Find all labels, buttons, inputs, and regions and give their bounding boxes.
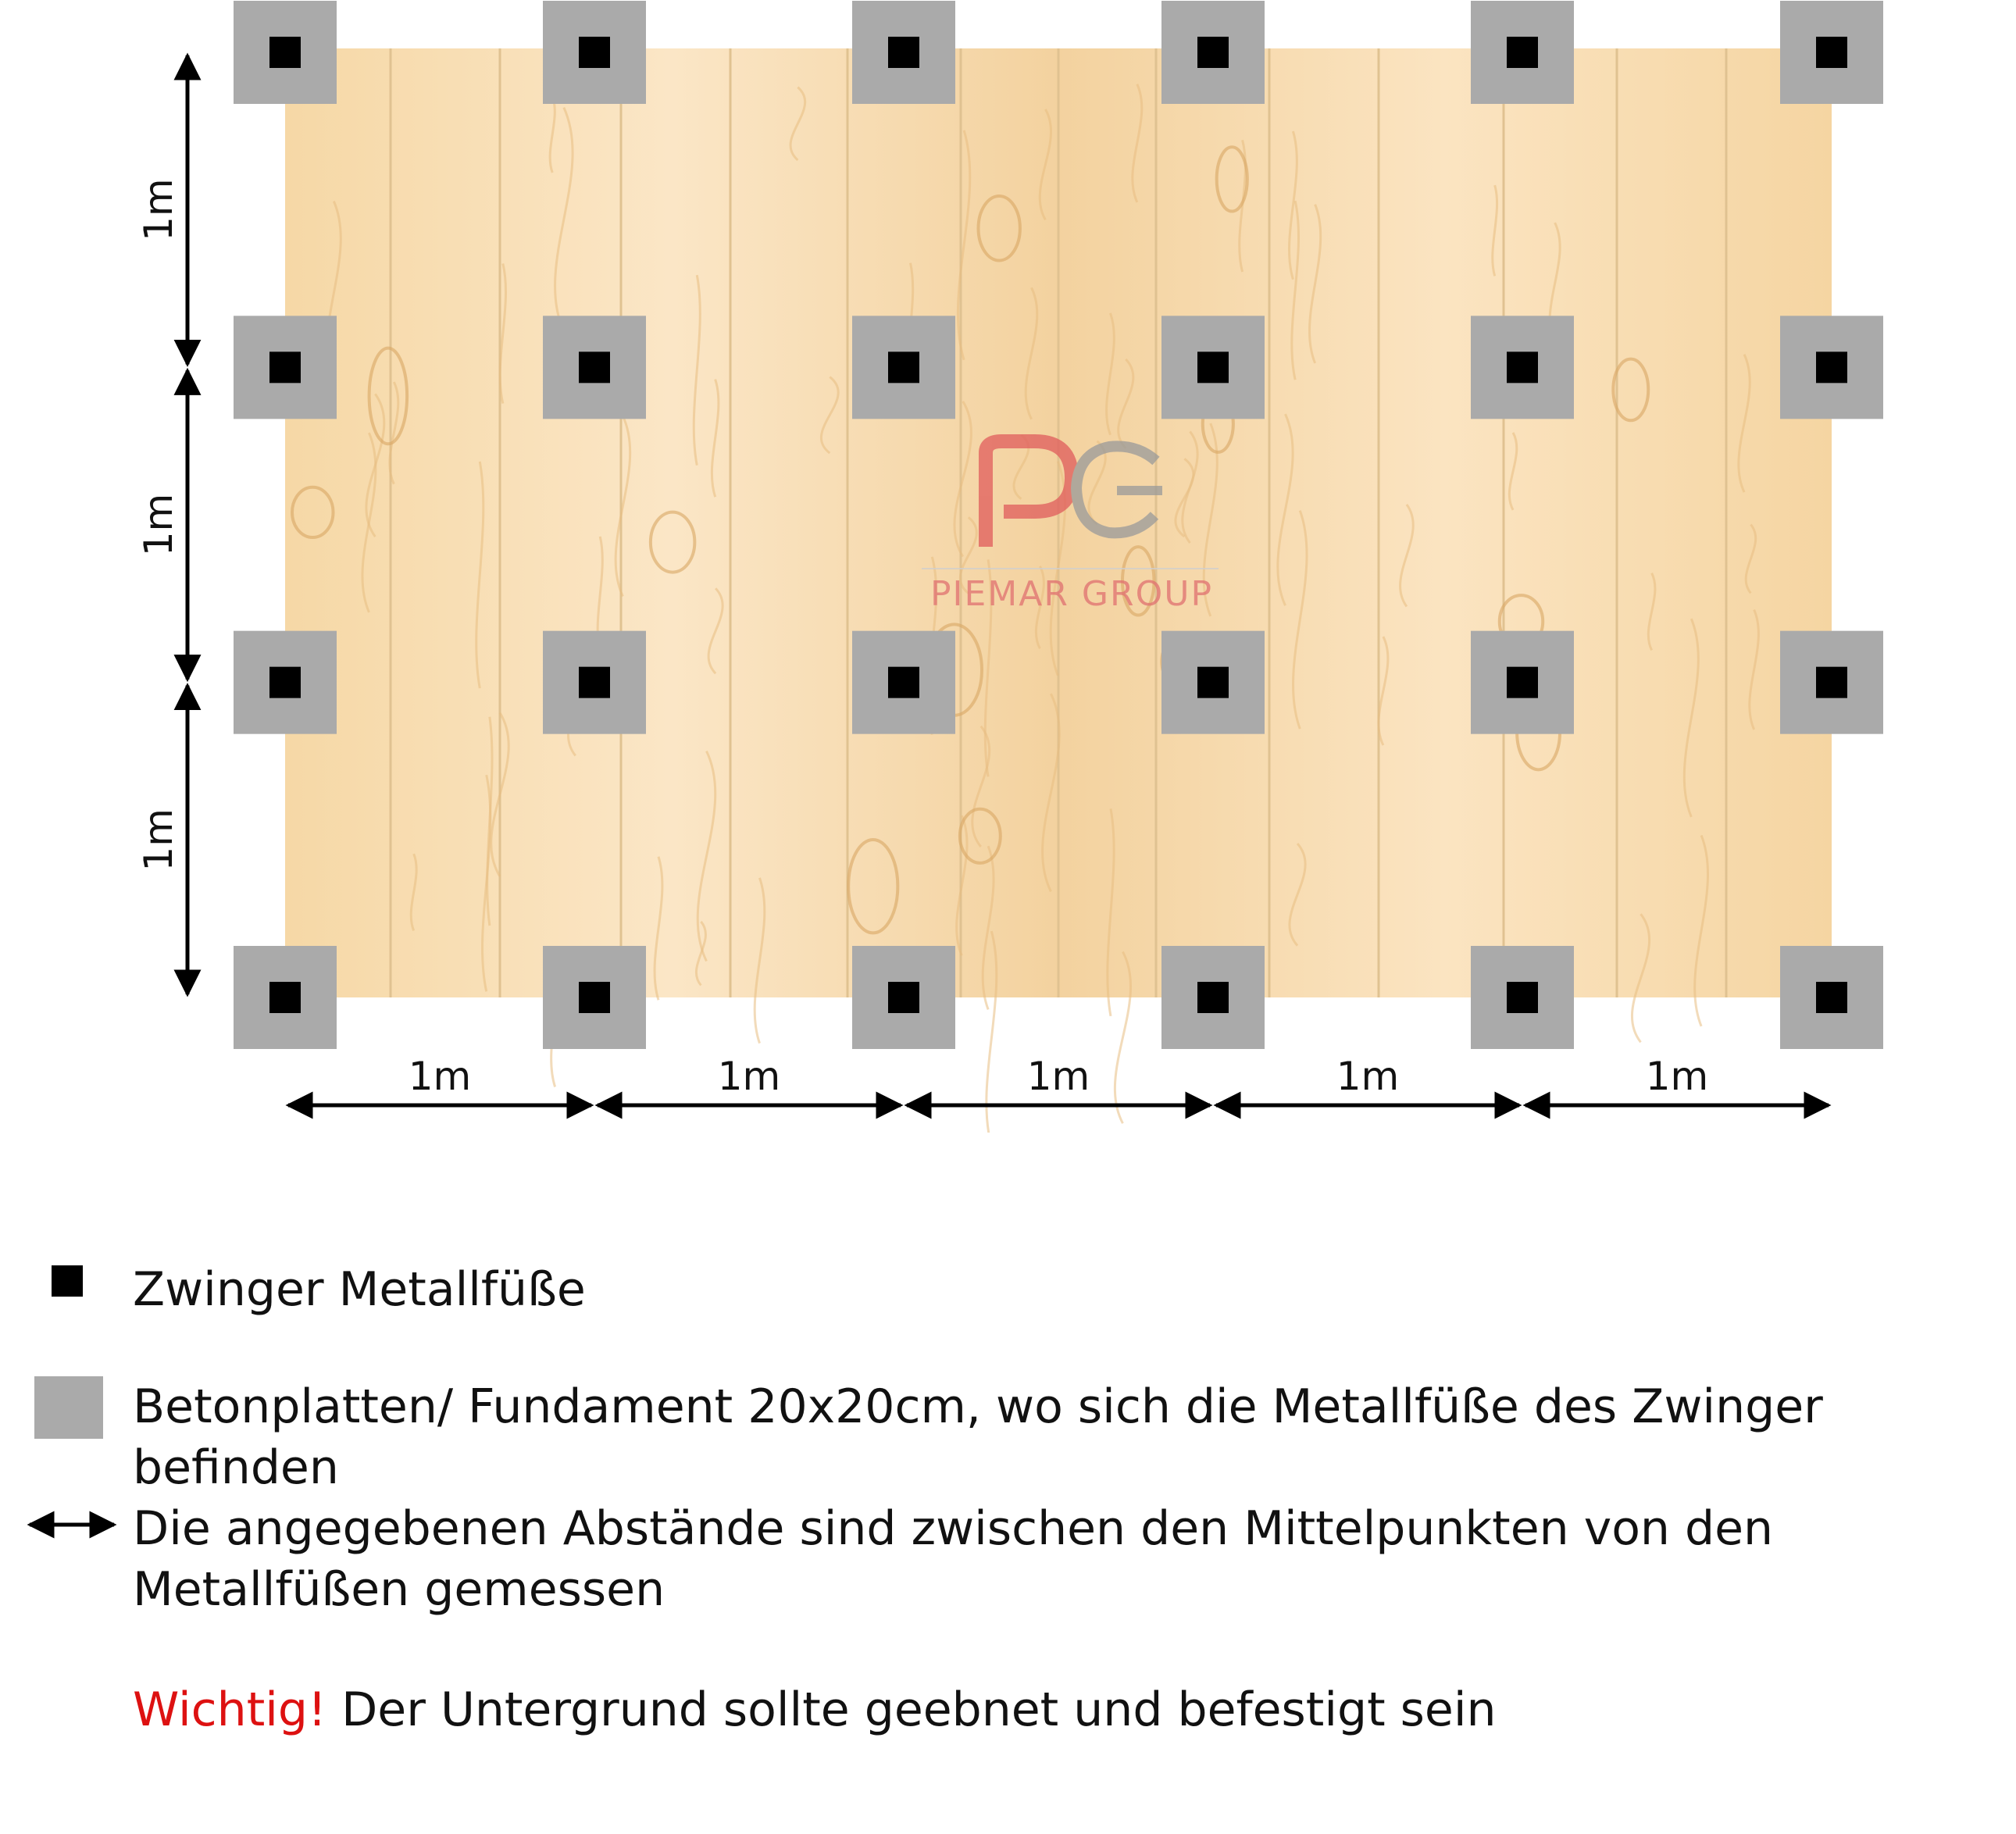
metal-foot [1507,351,1538,383]
important-note [133,1679,1497,1740]
horizontal-dimension-label: 1m [408,1054,472,1099]
concrete-plate-legend-icon [34,1376,103,1439]
metal-foot [579,351,610,383]
legend-concrete-plate-label: Betonplatten/ Fundament 20x20cm, wo sich die Metallfüße des Zwinger befinden [133,1379,1823,1495]
metal-foot [1197,982,1229,1013]
important-label: Wichtig! [133,1682,327,1737]
metal-foot [888,351,919,383]
metal-foot [1197,667,1229,698]
horizontal-dimension-label: 1m [1336,1054,1400,1099]
metal-foot-legend-icon [52,1265,83,1297]
metal-foot [1816,37,1847,68]
metal-foot [1507,982,1538,1013]
metal-foot [1197,351,1229,383]
watermark-name: PIEMAR GROUP [930,574,1213,614]
metal-foot [579,667,610,698]
metal-foot [269,982,301,1013]
horizontal-dimension-label: 1m [1645,1054,1709,1099]
metal-foot [1816,667,1847,698]
horizontal-dimensions [288,1054,1829,1105]
metal-foot [888,982,919,1013]
horizontal-dimension-label: 1m [1026,1054,1090,1099]
horizontal-dimension-label: 1m [717,1054,781,1099]
double-arrow-icon [23,1509,120,1540]
important-note-text: Der Untergrund sollte geebnet und befestigt sein [326,1682,1497,1737]
metal-foot [1507,37,1538,68]
metal-foot [1816,351,1847,383]
metal-foot [1197,37,1229,68]
vertical-dimension-label: 1m [136,493,181,557]
vertical-dimensions [136,55,187,994]
metal-foot [1816,982,1847,1013]
vertical-dimension-label: 1m [136,178,181,241]
metal-foot [579,37,610,68]
metal-foot [888,37,919,68]
metal-foot [269,37,301,68]
metal-foot [269,351,301,383]
metal-foot [269,667,301,698]
metal-foot [579,982,610,1013]
legend-distance-label-line1: Die angegebenen Abstände sind zwischen den Mittelpunkten von den [133,1501,1774,1556]
metal-foot [1507,667,1538,698]
legend-metal-feet-label: Zwinger Metallfüße [133,1262,586,1317]
metal-foot [888,667,919,698]
vertical-dimension-label: 1m [136,808,181,872]
legend-distance-label-line2: Metallfüßen gemessen [133,1562,665,1617]
